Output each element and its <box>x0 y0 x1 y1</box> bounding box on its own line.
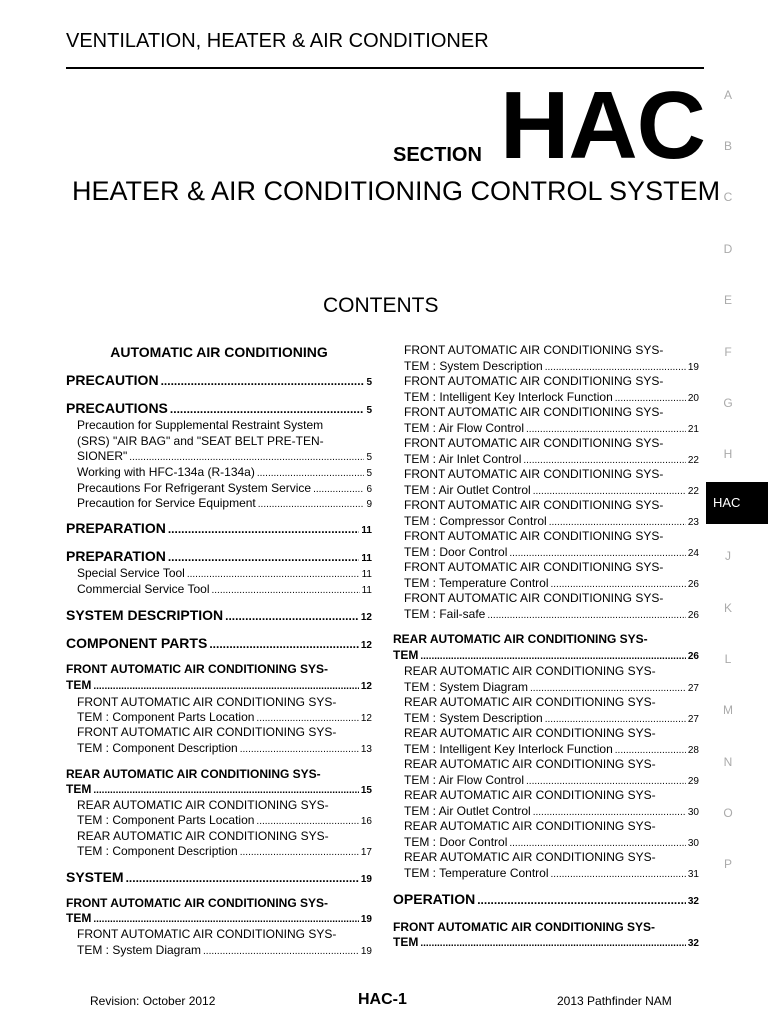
toc-entry-text: TEM <box>66 678 92 692</box>
toc-entry-commercial-tool[interactable] <box>66 582 372 596</box>
tab-j[interactable]: J <box>725 549 731 563</box>
toc-entry-system-description[interactable] <box>66 607 372 623</box>
toc-entry-front-cd[interactable] <box>66 741 372 755</box>
toc-leader-dots <box>129 452 364 463</box>
toc-page-number: 11 <box>361 525 372 536</box>
toc-entry-r-sd[interactable] <box>393 680 699 694</box>
toc-page-number: 30 <box>687 838 699 849</box>
toc-page-number: 29 <box>687 776 699 787</box>
toc-page-number: 23 <box>687 517 699 528</box>
toc-page-number: 12 <box>360 713 372 724</box>
tab-e[interactable]: E <box>723 293 732 307</box>
toc-entry-r-tc-line1[interactable]: REAR AUTOMATIC AIR CONDITIONING SYS- <box>404 850 656 864</box>
toc-entry-text: TEM : Compressor Control <box>404 514 547 528</box>
toc-entry-f-cc-line1[interactable]: FRONT AUTOMATIC AIR CONDITIONING SYS- <box>404 498 664 512</box>
toc-entry-f-ai[interactable] <box>393 452 699 466</box>
toc-entry-f-tc[interactable] <box>393 576 699 590</box>
toc-entry-text: SYSTEM <box>66 869 124 885</box>
toc-entry-r-sys[interactable] <box>393 648 699 662</box>
toc-leader-dots <box>168 522 360 536</box>
toc-leader-dots <box>533 486 686 497</box>
toc-entry-text: TEM : Air Flow Control <box>404 773 525 787</box>
toc-page-number: 5 <box>366 377 372 388</box>
tab-l[interactable]: L <box>724 652 732 666</box>
toc-leader-dots <box>209 637 359 651</box>
toc-entry-r-tc[interactable] <box>393 866 699 880</box>
toc-leader-dots <box>526 424 686 435</box>
toc-entry-text: TEM <box>66 782 92 796</box>
toc-leader-dots <box>615 745 686 756</box>
toc-leader-dots <box>551 869 686 880</box>
tab-k[interactable]: K <box>723 601 732 615</box>
toc-entry-f-ik-line1[interactable]: FRONT AUTOMATIC AIR CONDITIONING SYS- <box>404 374 664 388</box>
toc-entry-rear-cd-line1[interactable]: REAR AUTOMATIC AIR CONDITIONING SYS- <box>77 829 329 843</box>
toc-entry-f-sdesc[interactable] <box>393 359 699 373</box>
toc-entry-text: TEM : Component Parts Location <box>77 710 255 724</box>
toc-entry-r-dc[interactable] <box>393 835 699 849</box>
toc-entry-operation[interactable] <box>393 891 699 907</box>
toc-leader-dots <box>93 785 359 796</box>
toc-leader-dots <box>257 468 365 479</box>
section-name: HEATER & AIR CONDITIONING CONTROL SYSTEM <box>72 176 721 206</box>
toc-leader-dots <box>126 871 359 885</box>
toc-entry-rear-cd[interactable] <box>66 844 372 858</box>
toc-entry-r-sdesc-line1[interactable]: REAR AUTOMATIC AIR CONDITIONING SYS- <box>404 695 656 709</box>
section-label: SECTION <box>393 144 482 166</box>
tab-d[interactable]: D <box>723 242 733 256</box>
toc-entry-refrigerant-service[interactable] <box>66 481 372 495</box>
toc-entry-f-op-line1[interactable]: FRONT AUTOMATIC AIR CONDITIONING SYS- <box>393 920 655 934</box>
toc-entry-text: TEM : System Diagram <box>77 943 202 957</box>
toc-entry-text: PREPARATION <box>66 520 166 536</box>
toc-entry-f-op[interactable] <box>393 935 699 949</box>
toc-leader-dots <box>420 938 686 949</box>
toc-entry-text: TEM : System Description <box>404 359 543 373</box>
tab-o[interactable]: O <box>723 806 733 820</box>
toc-entry-r-ik-line1[interactable]: REAR AUTOMATIC AIR CONDITIONING SYS- <box>404 726 656 740</box>
toc-leader-dots <box>477 893 686 907</box>
section-code: HAC <box>500 72 705 179</box>
toc-entry-rear-cpl-line1[interactable]: REAR AUTOMATIC AIR CONDITIONING SYS- <box>77 798 329 812</box>
toc-entry-text: TEM : Component Description <box>77 844 238 858</box>
toc-entry-f-dc[interactable] <box>393 545 699 559</box>
toc-page-number: 28 <box>687 745 699 756</box>
toc-leader-dots <box>203 946 359 957</box>
toc-page-number: 6 <box>366 484 372 495</box>
toc-entry-text: COMPONENT PARTS <box>66 635 208 651</box>
toc-page-number: 11 <box>361 553 372 564</box>
toc-entry-f-tc-line1[interactable]: FRONT AUTOMATIC AIR CONDITIONING SYS- <box>404 560 664 574</box>
toc-entry-text: Precaution for Service Equipment <box>77 496 256 510</box>
toc-leader-dots <box>168 550 360 564</box>
toc-leader-dots <box>509 838 686 849</box>
toc-entry-text: SYSTEM DESCRIPTION <box>66 607 224 623</box>
tab-hac-active[interactable]: HAC <box>706 482 768 524</box>
toc-page-number: 13 <box>360 744 372 755</box>
toc-entry-text: OPERATION <box>393 891 476 907</box>
toc-leader-dots <box>545 362 686 373</box>
toc-leader-dots <box>240 847 359 858</box>
toc-page-number: 5 <box>366 405 372 416</box>
toc-entry-front-sd-line1[interactable]: FRONT AUTOMATIC AIR CONDITIONING SYS- <box>77 927 337 941</box>
toc-page-number: 30 <box>687 807 699 818</box>
toc-leader-dots <box>530 683 686 694</box>
toc-page-number: 15 <box>360 785 372 796</box>
toc-page-number: 19 <box>687 362 699 373</box>
toc-page-number: 26 <box>687 579 699 590</box>
toc-entry-text: TEM : Door Control <box>404 835 508 849</box>
contents-title: CONTENTS <box>323 294 439 317</box>
toc-page-number: 31 <box>687 869 699 880</box>
toc-entry-text: Precautions For Refrigerant System Service <box>77 481 312 495</box>
toc-entry-text: PRECAUTION <box>66 372 159 388</box>
tab-f[interactable]: F <box>724 345 732 359</box>
toc-entry-srs-line2[interactable]: (SRS) "AIR BAG" and "SEAT BELT PRE-TEN- <box>77 434 324 448</box>
toc-entry-text: TEM <box>393 648 419 662</box>
toc-entry-f-fs-line1[interactable]: FRONT AUTOMATIC AIR CONDITIONING SYS- <box>404 591 664 605</box>
toc-leader-dots <box>256 713 358 724</box>
toc-entry-precaution[interactable] <box>66 372 372 388</box>
toc-entry-r-dc-line1[interactable]: REAR AUTOMATIC AIR CONDITIONING SYS- <box>404 819 656 833</box>
toc-entry-f-af-line1[interactable]: FRONT AUTOMATIC AIR CONDITIONING SYS- <box>404 405 664 419</box>
toc-entry-r-ao[interactable] <box>393 804 699 818</box>
toc-leader-dots <box>545 714 686 725</box>
toc-leader-dots <box>187 569 360 580</box>
toc-entry-r-sdesc[interactable] <box>393 711 699 725</box>
toc-page-number: 22 <box>687 486 699 497</box>
toc-entry-text: TEM : Air Inlet Control <box>404 452 522 466</box>
toc-entry-f-ai-line1[interactable]: FRONT AUTOMATIC AIR CONDITIONING SYS- <box>404 436 664 450</box>
toc-entry-r-ik[interactable] <box>393 742 699 756</box>
toc-page-number: 32 <box>687 938 699 949</box>
toc-entry-front-system-line1[interactable]: FRONT AUTOMATIC AIR CONDITIONING SYS- <box>66 662 328 676</box>
toc-page-number: 19 <box>360 914 372 925</box>
toc-entry-f-ao-line1[interactable]: FRONT AUTOMATIC AIR CONDITIONING SYS- <box>404 467 664 481</box>
toc-leader-dots <box>256 816 358 827</box>
toc-entry-text: TEM : Door Control <box>404 545 508 559</box>
toc-leader-dots <box>225 609 359 623</box>
toc-page-number: 22 <box>687 455 699 466</box>
toc-entry-text: TEM : System Diagram <box>404 680 529 694</box>
toc-page-number: 26 <box>687 651 699 662</box>
toc-entry-f-fs[interactable] <box>393 607 699 621</box>
toc-page-number: 21 <box>687 424 699 435</box>
toc-page-number: 12 <box>360 640 372 651</box>
toc-entry-hfc[interactable] <box>66 465 372 479</box>
toc-page-number: 11 <box>361 569 372 580</box>
toc-entry-r-sd-line1[interactable]: REAR AUTOMATIC AIR CONDITIONING SYS- <box>404 664 656 678</box>
toc-page-number: 20 <box>687 393 699 404</box>
tab-n[interactable]: N <box>723 755 733 769</box>
toc-entry-text: TEM : Air Outlet Control <box>404 804 531 818</box>
toc-leader-dots <box>161 374 365 388</box>
toc-entry-front-sd[interactable] <box>66 943 372 957</box>
toc-entry-preparation-sub[interactable] <box>66 548 372 564</box>
toc-page-number: 12 <box>360 681 372 692</box>
toc-entry-system[interactable] <box>66 869 372 885</box>
toc-entry-front-system2[interactable] <box>66 911 372 925</box>
toc-leader-dots <box>93 914 359 925</box>
toc-leader-dots <box>509 548 686 559</box>
toc-page-number: 19 <box>360 874 372 885</box>
toc-entry-front-cpl-line1[interactable]: FRONT AUTOMATIC AIR CONDITIONING SYS- <box>77 695 337 709</box>
toc-page-number: 5 <box>366 468 372 479</box>
toc-entry-text: TEM : Fail-safe <box>404 607 486 621</box>
toc-entry-text: TEM : System Description <box>404 711 543 725</box>
toc-entry-special-tool[interactable] <box>66 566 372 580</box>
toc-entry-f-ik[interactable] <box>393 390 699 404</box>
tab-h[interactable]: H <box>723 447 733 461</box>
toc-page-number: 11 <box>361 585 372 596</box>
toc-leader-dots <box>420 651 686 662</box>
toc-entry-text: Working with HFC-134a (R-134a) <box>77 465 255 479</box>
toc-leader-dots <box>549 517 686 528</box>
toc-entry-text: PRECAUTIONS <box>66 400 168 416</box>
toc-entry-service-equipment[interactable] <box>66 496 372 510</box>
toc-leader-dots <box>615 393 686 404</box>
toc-page-number: 5 <box>366 452 372 463</box>
toc-entry-front-system2-line1[interactable]: FRONT AUTOMATIC AIR CONDITIONING SYS- <box>66 896 328 910</box>
toc-entry-rear-system[interactable] <box>66 782 372 796</box>
toc-entry-rear-cpl[interactable] <box>66 813 372 827</box>
toc-page-number: 9 <box>366 499 372 510</box>
toc-entry-text: TEM <box>393 935 419 949</box>
toc-page-number: 19 <box>360 946 372 957</box>
toc-entry-rear-system-line1[interactable]: REAR AUTOMATIC AIR CONDITIONING SYS- <box>66 767 321 781</box>
toc-leader-dots <box>551 579 686 590</box>
header-rule <box>66 67 704 69</box>
toc-entry-preparation[interactable] <box>66 520 372 536</box>
toc-entry-text: SIONER" <box>77 449 128 463</box>
toc-entry-f-af[interactable] <box>393 421 699 435</box>
toc-entry-text: TEM <box>66 911 92 925</box>
toc-entry-component-parts[interactable] <box>66 635 372 651</box>
toc-entry-text: TEM : Temperature Control <box>404 576 549 590</box>
toc-entry-text: TEM : Air Outlet Control <box>404 483 531 497</box>
tab-p[interactable]: P <box>723 857 732 871</box>
tab-g[interactable]: G <box>723 396 733 410</box>
toc-leader-dots <box>212 585 360 596</box>
toc-entry-f-cc[interactable] <box>393 514 699 528</box>
toc-leader-dots <box>258 499 365 510</box>
tab-m[interactable]: M <box>723 703 733 717</box>
toc-leader-dots <box>533 807 686 818</box>
toc-entry-text: TEM : Air Flow Control <box>404 421 525 435</box>
toc-entry-r-af[interactable] <box>393 773 699 787</box>
tab-b[interactable]: B <box>723 139 732 153</box>
toc-leader-dots <box>523 455 686 466</box>
toc-entry-srs-line1[interactable]: Precaution for Supplemental Restraint System <box>77 418 324 432</box>
header-title: VENTILATION, HEATER & AIR CONDITIONER <box>66 30 489 52</box>
toc-leader-dots <box>93 681 359 692</box>
toc-entry-r-sys-line1[interactable]: REAR AUTOMATIC AIR CONDITIONING SYS- <box>393 632 648 646</box>
toc-group-label: AUTOMATIC AIR CONDITIONING <box>110 344 328 360</box>
toc-leader-dots <box>170 402 365 416</box>
toc-entry-front-cpl[interactable] <box>66 710 372 724</box>
toc-entry-r-ao-line1[interactable]: REAR AUTOMATIC AIR CONDITIONING SYS- <box>404 788 656 802</box>
toc-page-number: 32 <box>687 896 699 907</box>
toc-entry-text: TEM : Component Description <box>77 741 238 755</box>
toc-page-number: 26 <box>687 610 699 621</box>
toc-page-number: 27 <box>687 683 699 694</box>
toc-group-heading <box>66 344 372 360</box>
toc-leader-dots <box>313 484 364 495</box>
toc-entry-f-ao[interactable] <box>393 483 699 497</box>
footer-page-number: HAC-1 <box>358 991 407 1008</box>
toc-leader-dots <box>526 776 686 787</box>
toc-entry-text: Special Service Tool <box>77 566 185 580</box>
toc-page-number: 24 <box>687 548 699 559</box>
toc-entry-f-sdesc-line1[interactable]: FRONT AUTOMATIC AIR CONDITIONING SYS- <box>404 343 664 357</box>
toc-entry-text: TEM : Intelligent Key Interlock Function <box>404 742 613 756</box>
toc-entry-text: Commercial Service Tool <box>77 582 210 596</box>
toc-leader-dots <box>240 744 359 755</box>
toc-entry-text: TEM : Temperature Control <box>404 866 549 880</box>
footer-model: 2013 Pathfinder NAM <box>557 994 672 1008</box>
toc-entry-text: PREPARATION <box>66 548 166 564</box>
toc-entry-text: TEM : Intelligent Key Interlock Function <box>404 390 613 404</box>
toc-entry-front-system[interactable] <box>66 678 372 692</box>
tab-a[interactable]: A <box>723 88 732 102</box>
toc-entry-precautions[interactable] <box>66 400 372 416</box>
toc-entry-f-dc-line1[interactable]: FRONT AUTOMATIC AIR CONDITIONING SYS- <box>404 529 664 543</box>
toc-entry-text: TEM : Component Parts Location <box>77 813 255 827</box>
toc-page-number: 27 <box>687 714 699 725</box>
toc-page-number: 16 <box>360 816 372 827</box>
toc-entry-r-af-line1[interactable]: REAR AUTOMATIC AIR CONDITIONING SYS- <box>404 757 656 771</box>
toc-page-number: 12 <box>360 612 372 623</box>
toc-leader-dots <box>487 610 686 621</box>
footer-revision: Revision: October 2012 <box>90 994 216 1008</box>
toc-entry-front-cd-line1[interactable]: FRONT AUTOMATIC AIR CONDITIONING SYS- <box>77 725 337 739</box>
toc-page-number: 17 <box>360 847 372 858</box>
tab-c[interactable]: C <box>723 190 733 204</box>
toc-entry-srs[interactable] <box>66 449 372 463</box>
